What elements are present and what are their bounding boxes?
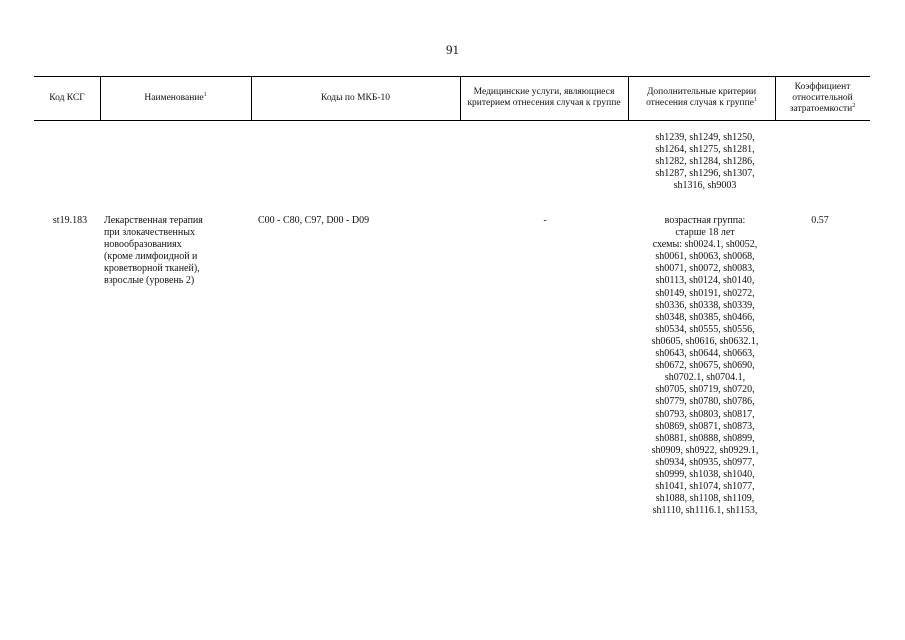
continuation-criteria: sh1239, sh1249, sh1250, sh1264, sh1275, sh1281, sh1282, sh1284, sh1286, sh1287, sh1296, sh1307, sh1316, sh9003 <box>655 132 755 192</box>
row-name: Лекарственная терапия при злокачественных новообразованиях (кроме лимфоидной и кроветворной тканей), взрослые (уровень 2) <box>104 215 203 287</box>
header-services: Медицинские услуги, являющиеся критерием отнесения случая к группе <box>467 87 621 108</box>
header-mkb: Коды по МКБ-10 <box>320 92 391 103</box>
header-coefficient: Коэффициент относительной затратоемкости$^2$ <box>789 81 856 114</box>
row-services: - <box>543 215 547 226</box>
row-mkb-codes: C00 - C80, C97, D00 - D09 <box>258 215 370 226</box>
header-name: Наименование$^1$ <box>144 91 207 103</box>
row-criteria: возрастная группа: старше 18 лет схемы: sh0024.1, sh0052, sh0061, sh0063, sh0068, sh0071, sh0072, sh0083, sh0113, sh0124, sh0140, sh0149, sh0191, sh0272, sh0336, sh0338, sh0339, sh0348, sh0385, sh0466, sh0534, sh0555, sh0556, sh0605, sh0616, sh0632.1, sh0643, sh0644, sh0663, sh0672, sh0675, sh0690, sh0702.1, sh0704.1, sh0705, sh0719, sh0720, sh0779, sh0780, sh0786, sh0793, sh0803, sh0817, sh0869, sh0871, sh0873, sh0881, sh0888, sh0899, sh0909, sh0922, sh0929.1, sh0934, sh0935, sh0977, sh0999, sh1038, sh1040, sh1041, sh1074, sh1077, sh1088, sh1108, sh1109, sh1110, sh1116.1, sh1153, <box>651 215 759 517</box>
header-criteria: Дополнительные критерии отнесения случая к группе$^1$ <box>646 87 757 108</box>
header-code: Код КСГ <box>49 92 85 103</box>
header-bottom-rule <box>34 120 870 121</box>
page-number: 91 <box>446 42 459 57</box>
row-code: st19.183 <box>52 215 88 226</box>
row-coefficient: 0.57 <box>811 215 829 226</box>
